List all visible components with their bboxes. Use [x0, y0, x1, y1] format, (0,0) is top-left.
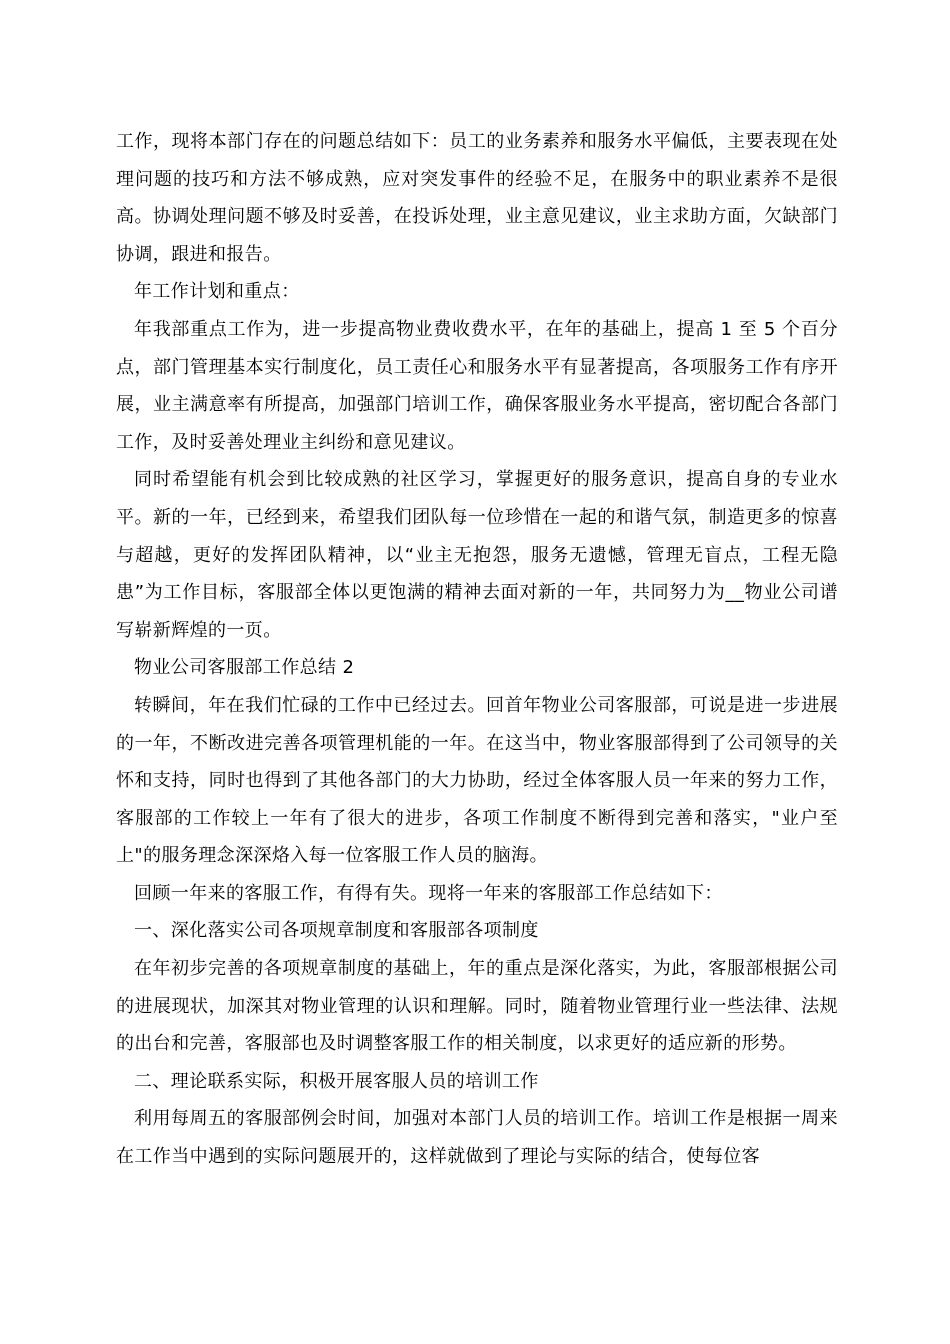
paragraph-key-work: 年我部重点工作为，进一步提高物业费收费水平，在年的基础上，提高 1 至 5 个百分点，部门管理基本实行制度化，员工责任心和服务水平有显著提高，各项服务工作有序开展，业主满意率有所提高，加强部门培训工作，确保客服业务水平提高，密切配合各部门工作，及时妥善处理业主纠纷和意见建议。: [116, 318, 838, 453]
document-body: [116, 123, 838, 1176]
heading-section-1: 一、深化落实公司各项规章制度和客服部各项制度: [134, 920, 539, 942]
paragraph-problems-summary: 工作，现将本部门存在的问题总结如下：员工的业务素养和服务水平偏低，主要表现在处理问题的技巧和方法不够成熟，应对突发事件的经验不足，在服务中的职业素养不是很高。协调处理问题不够及时妥善，在投诉处理，业主意见建议，业主求助方面，欠缺部门协调，跟进和报告。: [116, 131, 838, 265]
heading-summary-2: 物业公司客服部工作总结 2: [134, 657, 355, 679]
paragraph-section-2: 利用每周五的客服部例会时间，加强对本部门人员的培训工作。培训工作是根据一周来在工作当中遇到的实际问题展开的，这样就做到了理论与实际的结合，使每位客: [116, 1108, 838, 1168]
paragraph-section-1: 在年初步完善的各项规章制度的基础上，年的重点是深化落实，为此，客服部根据公司的进展现状，加深其对物业管理的认识和理解。同时，随着物业管理行业一些法律、法规的出台和完善，客服部也及时调整客服工作的相关制度，以求更好的适应新的形势。: [116, 958, 838, 1055]
paragraph-hopes: 同时希望能有机会到比较成熟的社区学习，掌握更好的服务意识，提高自身的专业水平。新的一年，已经到来，希望我们团队每一位珍惜在一起的和谐气氛，制造更多的惊喜与超越，更好的发挥团队精神，以“业主无抱怨，服务无遗憾，管理无盲点，工程无隐患”为工作目标，客服部全体以更饱满的精神去面对新的一年，共同努力为__物业公司谱写崭新辉煌的一页。: [116, 469, 838, 641]
heading-section-2: 二、理论联系实际，积极开展客服人员的培训工作: [134, 1070, 539, 1092]
paragraph-review-intro: 回顾一年来的客服工作，有得有失。现将一年来的客服部工作总结如下：: [134, 882, 723, 904]
paragraph-year-review: 转瞬间，年在我们忙碌的工作中已经过去。回首年物业公司客服部，可说是进一步进展的一年，不断改进完善各项管理机能的一年。在这当中，物业客服部得到了公司领导的关怀和支持，同时也得到了其他各部门的大力协助，经过全体客服人员一年来的努力工作，客服部的工作较上一年有了很大的进步，各项工作制度不断得到完善和落实，"业户至上"的服务理念深深烙入每一位客服工作人员的脑海。: [116, 694, 838, 867]
heading-work-plan: 年工作计划和重点：: [134, 281, 300, 303]
